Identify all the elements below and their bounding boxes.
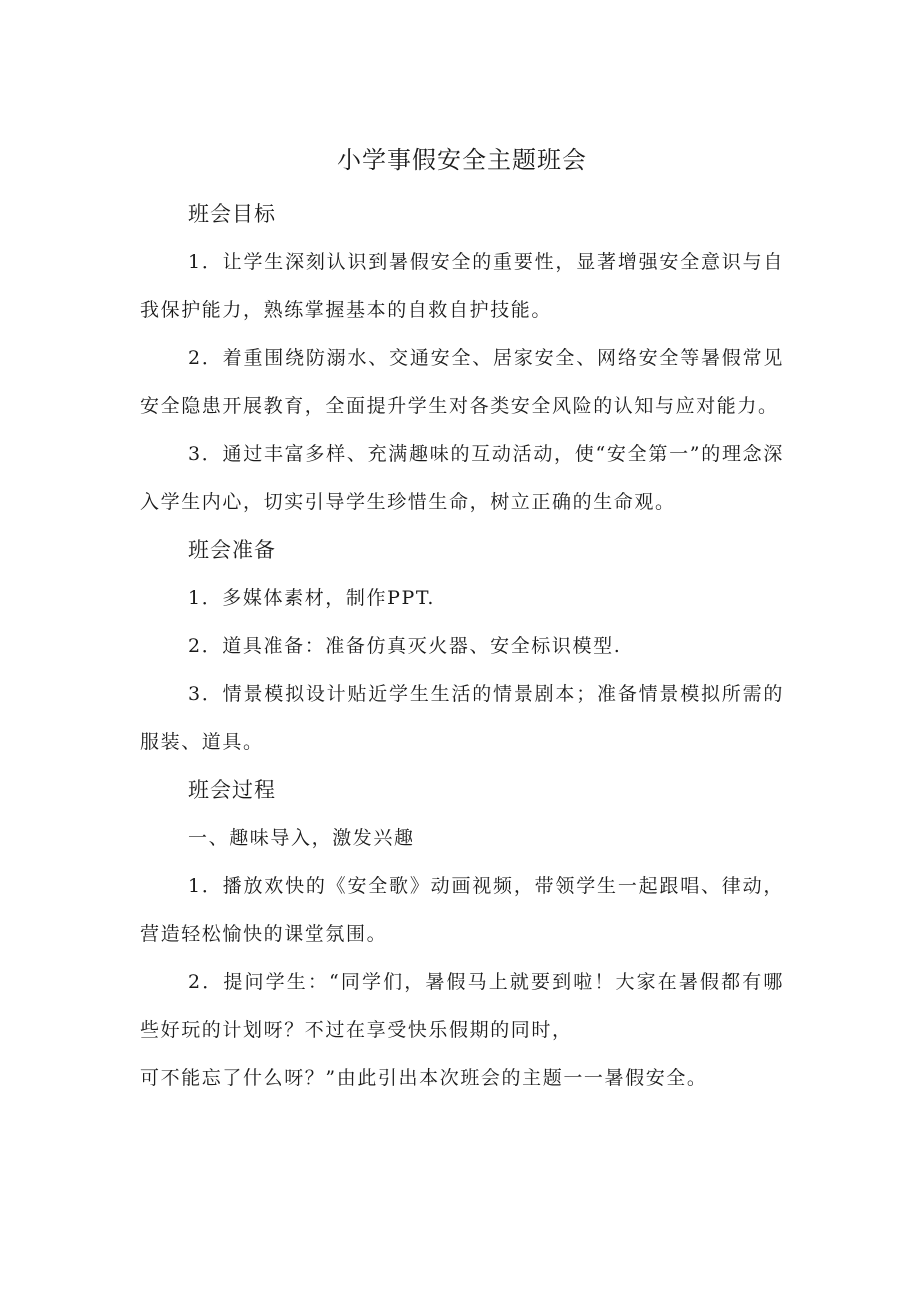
goal-item-1: 1．让学生深刻认识到暑假安全的重要性，显著增强安全意识与自我保护能力，熟练掌握基本的自救自护技能。 [140,251,784,321]
document-title: 小学事假安全主题班会 [337,146,587,174]
process-item-1: 1．播放欢快的《安全歌》动画视频，带领学生一起跟唱、律动，营造轻松愉快的课堂氛围。 [140,875,784,945]
process-item-2 [140,958,784,1102]
section-heading-goals: 班会目标 [188,202,276,226]
goal-item-2: 2．着重围绕防溺水、交通安全、居家安全、网络安全等暑假常见安全隐患开展教育，全面提升学生对各类安全风险的认知与应对能力。 [140,347,784,417]
prep-item-2: 2．道具准备：准备仿真灭火器、安全标识模型. [188,635,622,657]
prep-item-3: 3．情景模拟设计贴近学生生活的情景剧本；准备情景模拟所需的服装、道具。 [140,683,784,753]
document-body [140,190,784,1102]
prep-item-1: 1．多媒体素材，制作PPT. [188,587,435,609]
process-subheading: 一、趣味导入，激发兴趣 [188,827,415,849]
goal-item-3: 3．通过丰富多样、充满趣味的互动活动，使“安全第一”的理念深入学生内心，切实引导学生珍惜生命，树立正确的生命观。 [140,443,784,513]
process-item-2-part-b: 可不能忘了什么呀？”由此引出本次班会的主题一一暑假安全。 [140,1067,708,1089]
section-heading-preparation: 班会准备 [188,538,276,562]
section-heading-process: 班会过程 [188,778,276,802]
process-item-2-part-a: 2．提问学生：“同学们，暑假马上就要到啦！大家在暑假都有哪些好玩的计划呀？不过在享受快乐假期的同时， [140,971,784,1041]
